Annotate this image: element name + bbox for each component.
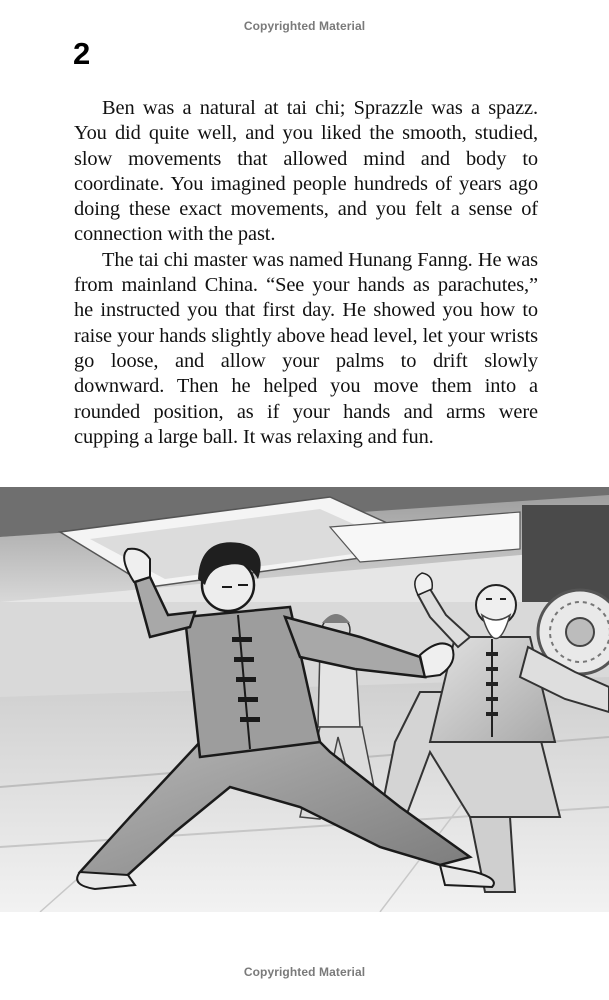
copyright-watermark-top: Copyrighted Material bbox=[243, 19, 366, 33]
paragraph-2: The tai chi master was named Hunang Fanng. He was from mainland China. “See your hands as parachutes,” he instructed you that first day. He showed you how to raise your hands slightly above head level, let your wrists go loose, and allow your palms to drift slowly downward. Then he helped you move them into a rounded position, as if your hands and arms were cupping a large ball. It was relaxing and fun. bbox=[74, 248, 538, 448]
copyright-watermark-bottom: Copyrighted Material bbox=[243, 965, 366, 979]
tai-chi-illustration bbox=[0, 487, 609, 912]
body-text bbox=[74, 96, 538, 450]
paragraph-1: Ben was a natural at tai chi; Sprazzle was a spazz. You did quite well, and you liked the smooth, studied, slow movements that allowed mind and body to coordinate. You imagined people hundreds of years ago doing these exact movements, and you felt a sense of connection with the past. bbox=[74, 97, 538, 246]
chapter-number: 2 bbox=[73, 36, 91, 71]
